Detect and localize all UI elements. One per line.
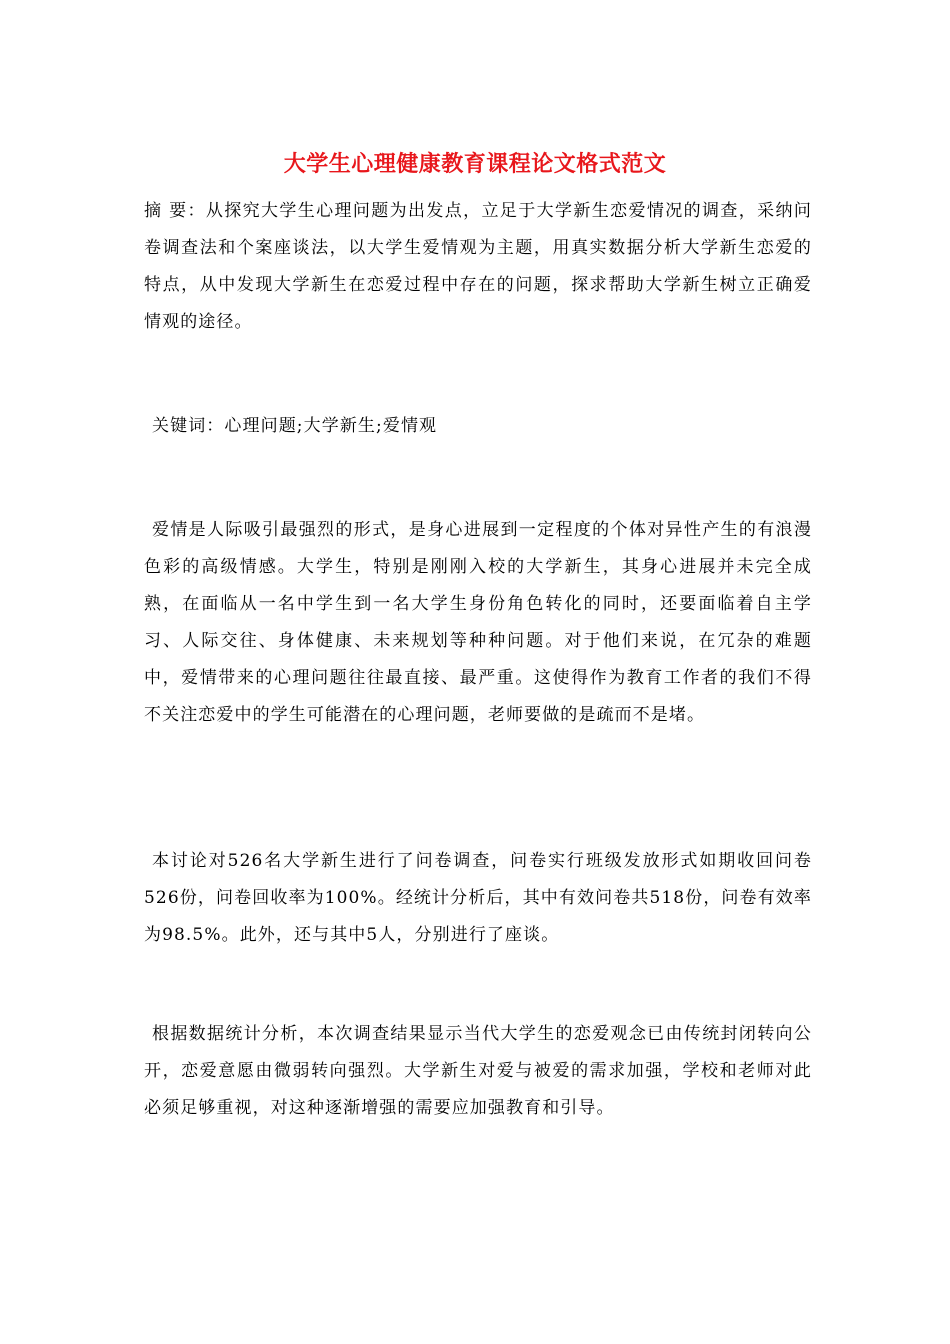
body-paragraph-1: 爱情是人际吸引最强烈的形式，是身心进展到一定程度的个体对异性产生的有浪漫色彩的高级情感。大学生，特别是刚刚入校的大学新生，其身心进展并未完全成熟，在面临从一名中学生到一名大学生身份角色转化的同时，还要面临着自主学习、人际交往、身体健康、未来规划等种种问题。对于他们来说，在冗杂的难题中，爱情带来的心理问题往往最直接、最严重。这使得作为教育工作者的我们不得不关注恋爱中的学生可能潜在的心理问题，老师要做的是疏而不是堵。	[144, 520, 812, 725]
body-paragraph-3: 根据数据统计分析，本次调查结果显示当代大学生的恋爱观念已由传统封闭转向公开，恋爱意愿由微弱转向强烈。大学新生对爱与被爱的需求加强，学校和老师对此必须足够重视，对这种逐渐增强的需要应加强教育和引导。	[144, 1024, 812, 1118]
document-title: 大学生心理健康教育课程论文格式范文	[283, 152, 667, 177]
keywords-line: 关键词：心理问题;大学新生;爱情观	[152, 416, 438, 436]
abstract-paragraph: 摘 要：从探究大学生心理问题为出发点，立足于大学新生恋爱情况的调查，采纳问卷调查法和个案座谈法，以大学生爱情观为主题，用真实数据分析大学新生恋爱的特点，从中发现大学新生在恋爱过程中存在的问题，探求帮助大学新生树立正确爱情观的途径。	[144, 201, 812, 332]
body-paragraph-2: 本讨论对526名大学新生进行了问卷调查，问卷实行班级发放形式如期收回问卷526份，问卷回收率为100%。经统计分析后，其中有效问卷共518份，问卷有效率为98.5%。此外，还与其中5人，分别进行了座谈。	[144, 851, 812, 945]
